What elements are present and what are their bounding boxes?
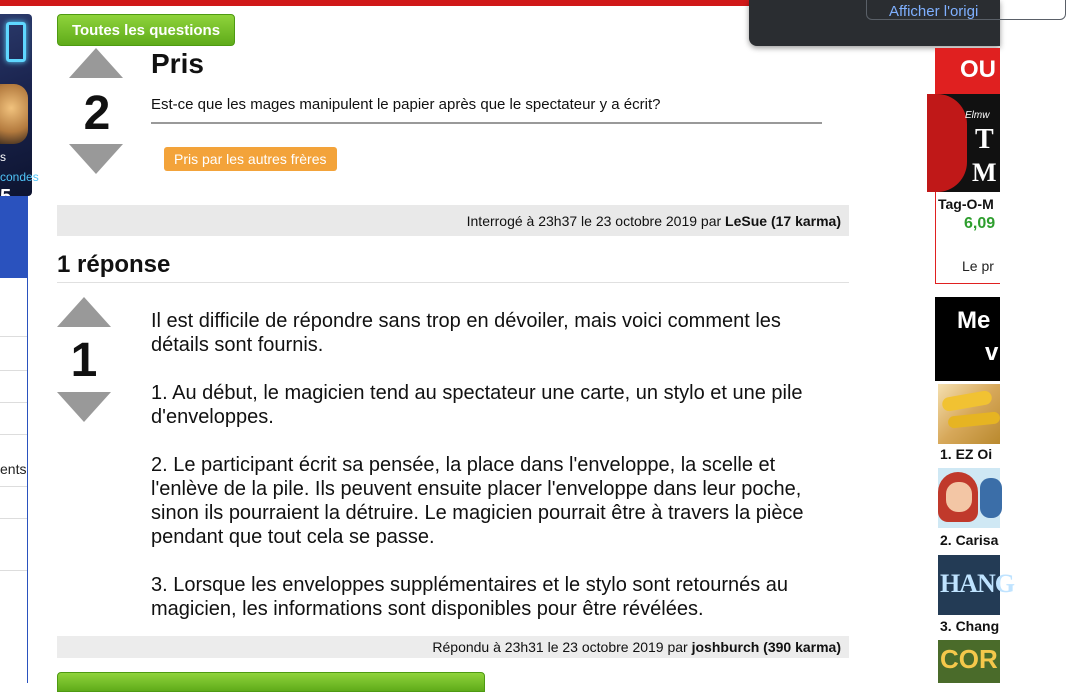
answer-paragraph: Il est difficile de répondre sans trop en dévoiler, mais voici comment les détails sont fournis. <box>151 310 781 356</box>
right-box-header: OU <box>936 48 1000 94</box>
left-ad-secondes: condes <box>0 170 39 184</box>
show-original-button[interactable]: Afficher l'origi <box>866 0 1066 20</box>
answer-meta-text: Répondu à 23h31 le 23 octobre 2019 par <box>432 639 692 655</box>
left-nav-active-block[interactable] <box>0 196 27 278</box>
question-score: 2 <box>83 87 111 140</box>
answer-author-link[interactable]: joshburch (390 karma) <box>691 639 841 655</box>
product-name-link[interactable]: Tag-O-M <box>938 196 994 212</box>
ranking-item-caption[interactable]: 3. Chang <box>940 618 1000 634</box>
product-price: 6,09 <box>964 215 996 232</box>
ranking-item-image[interactable]: COR <box>938 640 1000 683</box>
ranking-title-line1: Me <box>957 307 991 334</box>
performer-graphic <box>0 84 28 144</box>
answer-heading-divider <box>57 282 849 283</box>
answer-paragraph: 1. Au début, le magicien tend au spectateur une carte, un stylo et une pile d'enveloppes. <box>151 382 803 428</box>
gold-shape-graphic <box>948 411 1001 428</box>
question-divider <box>151 122 822 124</box>
left-nav-divider <box>0 370 27 371</box>
left-nav-divider <box>0 434 27 435</box>
question-upvote-icon[interactable] <box>69 48 123 78</box>
left-ad-image[interactable] <box>0 14 32 196</box>
ranking-item-caption[interactable]: 2. Carisa <box>940 532 999 548</box>
ranking-item-image[interactable] <box>938 384 1000 444</box>
question-downvote-icon[interactable] <box>69 144 123 174</box>
neon-letter-graphic <box>6 22 26 62</box>
question-title: Pris <box>151 48 204 79</box>
left-nav-divider <box>0 518 27 519</box>
answer-downvote-icon[interactable] <box>57 392 111 422</box>
question-body: Est-ce que les mages manipulent le papier après que le spectateur y a écrit? <box>151 96 661 113</box>
left-nav-item-label[interactable]: ents <box>0 461 27 477</box>
person-figure-graphic <box>980 478 1002 518</box>
left-nav-divider <box>0 402 27 403</box>
right-ranking-header <box>935 297 1000 381</box>
product-cover-letter-m: M <box>972 158 997 187</box>
ranking-item-image[interactable] <box>938 468 1000 528</box>
product-subtext: Le pr <box>962 258 994 274</box>
ranking-item-image[interactable]: HANG <box>938 555 1000 615</box>
ranking-item-caption[interactable]: 1. EZ Oi <box>940 446 993 462</box>
answer-upvote-icon[interactable] <box>57 297 111 327</box>
question-meta-text: Interrogé à 23h37 le 23 octobre 2019 par <box>466 212 726 229</box>
product-cover-author: Elmw <box>965 110 990 121</box>
person-face-graphic <box>946 482 972 512</box>
ranking-title-line2: v <box>985 339 999 366</box>
question-meta-bar <box>57 205 849 236</box>
answer-body <box>151 309 841 645</box>
left-ad-text: s <box>0 150 6 164</box>
answer-count-heading: 1 réponse <box>57 251 171 278</box>
answer-meta-bar <box>57 636 849 658</box>
left-nav-divider <box>0 486 27 487</box>
question-author-link[interactable]: LeSue (17 karma) <box>725 212 841 229</box>
answer-score: 1 <box>70 334 98 387</box>
left-nav-divider <box>0 336 27 337</box>
all-questions-button[interactable]: Toutes les questions <box>57 14 235 46</box>
bottom-green-button[interactable] <box>57 672 485 692</box>
product-cover-letter-t: T <box>975 124 994 155</box>
cover-red-swoosh <box>927 94 967 192</box>
question-tag[interactable]: Pris par les autres frères <box>164 147 337 171</box>
answer-paragraph: 2. Le participant écrit sa pensée, la place dans l'enveloppe, la scelle et l'enlève de la pile. Ils peuvent ensuite placer l'enveloppe dans leur poche, sinon ils pourraient la détruire. Le magicien pourrait être à travers la pièce pendant que tout cela se passe. <box>151 454 804 548</box>
answer-paragraph: 3. Lorsque les enveloppes supplémentaires et le stylo sont retournés au magicien, les informations sont disponibles pour être révélées. <box>151 574 789 620</box>
gold-shape-graphic <box>941 390 993 412</box>
left-nav-divider <box>0 570 27 571</box>
